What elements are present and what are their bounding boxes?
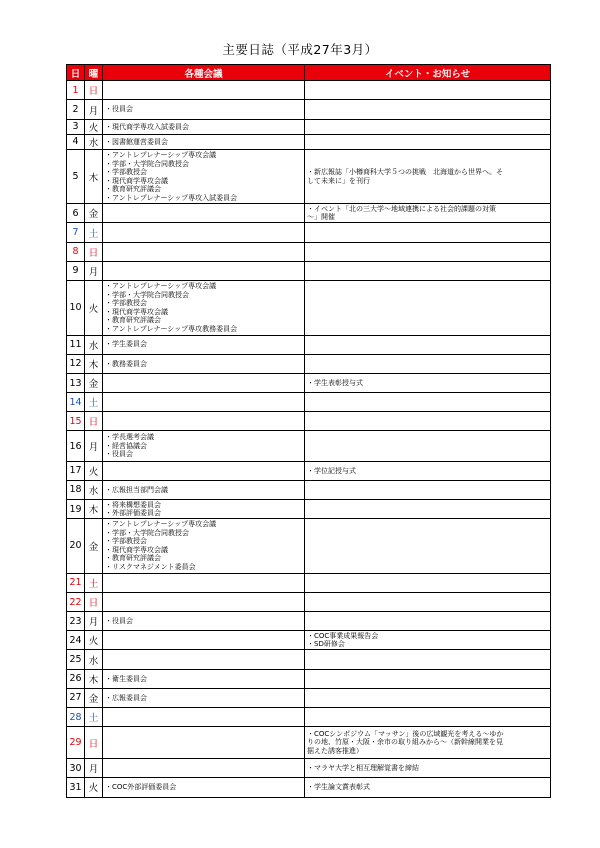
weekday-cell: 金 xyxy=(85,204,103,223)
meetings-cell xyxy=(103,261,305,280)
weekday-cell: 水 xyxy=(85,480,103,499)
meetings-cell xyxy=(103,461,305,480)
day-cell: 29 xyxy=(67,727,85,759)
meeting-item: ・教育研究評議会 xyxy=(105,185,161,194)
day-cell: 2 xyxy=(67,100,85,119)
meetings-cell xyxy=(103,134,305,149)
meeting-item: ・役員会 xyxy=(105,616,133,625)
meeting-item: ・アントレプレナーシップ専攻入試委員会 xyxy=(105,193,238,202)
table-row xyxy=(67,335,551,354)
meetings-cell xyxy=(103,573,305,592)
table-row xyxy=(67,393,551,412)
table-row xyxy=(67,81,551,100)
events-cell xyxy=(305,354,551,373)
events-cell xyxy=(305,573,551,592)
meeting-item: ・アントレプレナーシップ専攻教務委員会 xyxy=(105,324,238,333)
meetings-cell xyxy=(103,688,305,707)
table-row xyxy=(67,778,551,797)
events-cell xyxy=(305,431,551,461)
table-row xyxy=(67,519,551,574)
weekday-cell: 金 xyxy=(85,519,103,574)
weekday-cell: 土 xyxy=(85,393,103,412)
day-cell: 5 xyxy=(67,149,85,204)
day-cell: 13 xyxy=(67,373,85,392)
table-row xyxy=(67,631,551,650)
table-row xyxy=(67,100,551,119)
day-cell: 14 xyxy=(67,393,85,412)
meeting-item: ・役員会 xyxy=(105,450,133,459)
day-cell: 6 xyxy=(67,204,85,223)
event-item: ・学生表彰授与式 xyxy=(307,378,363,387)
event-item: して未来に」を刊行 xyxy=(307,176,370,185)
day-cell: 3 xyxy=(67,119,85,134)
weekday-cell: 月 xyxy=(85,758,103,777)
table-row xyxy=(67,281,551,336)
table-row xyxy=(67,119,551,134)
events-cell xyxy=(305,149,551,204)
day-cell: 19 xyxy=(67,500,85,519)
day-cell: 16 xyxy=(67,431,85,461)
table-row xyxy=(67,412,551,431)
events-cell xyxy=(305,412,551,431)
meeting-item: ・教務委員会 xyxy=(105,359,147,368)
day-cell: 15 xyxy=(67,412,85,431)
header-day: 日 xyxy=(67,65,85,81)
weekday-cell: 日 xyxy=(85,412,103,431)
meetings-cell xyxy=(103,335,305,354)
event-item: ・COCシンポジウム「マッサン」後の広域観光を考える～ゆか xyxy=(307,729,504,738)
meeting-item: ・現代商学専攻会議 xyxy=(105,545,168,554)
meetings-cell xyxy=(103,669,305,688)
meetings-cell xyxy=(103,119,305,134)
events-cell xyxy=(305,669,551,688)
meeting-item: ・学生委員会 xyxy=(105,340,147,349)
meeting-item: ・学部教授会 xyxy=(105,168,147,177)
table-row xyxy=(67,669,551,688)
event-item: ・学位記授与式 xyxy=(307,466,356,475)
day-cell: 1 xyxy=(67,81,85,100)
weekday-cell: 木 xyxy=(85,149,103,204)
events-cell xyxy=(305,631,551,650)
meetings-cell xyxy=(103,223,305,242)
day-cell: 24 xyxy=(67,631,85,650)
day-cell: 21 xyxy=(67,573,85,592)
meeting-item: ・リスクマネジメント委員会 xyxy=(105,562,196,571)
meetings-cell xyxy=(103,519,305,574)
meeting-item: ・教育研究評議会 xyxy=(105,554,161,563)
meetings-cell xyxy=(103,758,305,777)
event-item: ・新広報誌「小樽商科大学５つの挑戦 北海道から世界へ。そ xyxy=(307,168,503,177)
meeting-item: ・学長選考会議 xyxy=(105,433,154,442)
table-row xyxy=(67,261,551,280)
meeting-item: ・学部・大学院合同教授会 xyxy=(105,528,189,537)
weekday-cell: 水 xyxy=(85,335,103,354)
table-row xyxy=(67,727,551,759)
meeting-item: ・学部教授会 xyxy=(105,537,147,546)
weekday-cell: 月 xyxy=(85,431,103,461)
day-cell: 31 xyxy=(67,778,85,797)
meetings-cell xyxy=(103,412,305,431)
day-cell: 20 xyxy=(67,519,85,574)
meetings-cell xyxy=(103,612,305,631)
page-title: 主要日誌（平成27年3月） xyxy=(222,42,378,57)
day-cell: 22 xyxy=(67,592,85,611)
events-cell xyxy=(305,480,551,499)
weekday-cell: 日 xyxy=(85,81,103,100)
day-cell: 18 xyxy=(67,480,85,499)
weekday-cell: 木 xyxy=(85,669,103,688)
meetings-cell xyxy=(103,204,305,223)
weekday-cell: 日 xyxy=(85,592,103,611)
table-row xyxy=(67,223,551,242)
weekday-cell: 土 xyxy=(85,223,103,242)
events-cell xyxy=(305,727,551,759)
weekday-cell: 水 xyxy=(85,650,103,669)
weekday-cell: 火 xyxy=(85,631,103,650)
events-cell xyxy=(305,261,551,280)
day-cell: 27 xyxy=(67,688,85,707)
weekday-cell: 日 xyxy=(85,242,103,261)
weekday-cell: 水 xyxy=(85,134,103,149)
day-cell: 17 xyxy=(67,461,85,480)
meeting-item: ・役員会 xyxy=(105,105,133,114)
meeting-item: ・経営協議会 xyxy=(105,441,147,450)
event-item: ～」開催 xyxy=(307,213,335,222)
day-cell: 8 xyxy=(67,242,85,261)
events-cell xyxy=(305,223,551,242)
meeting-item: ・図書館運営委員会 xyxy=(105,137,168,146)
table-body xyxy=(67,81,551,798)
table-row xyxy=(67,612,551,631)
meeting-item: ・COC外部評価委員会 xyxy=(105,783,177,792)
meeting-item: ・アントレプレナーシップ専攻会議 xyxy=(105,282,217,291)
table-row xyxy=(67,354,551,373)
weekday-cell: 金 xyxy=(85,373,103,392)
events-cell xyxy=(305,778,551,797)
weekday-cell: 木 xyxy=(85,354,103,373)
diary-table xyxy=(66,64,551,798)
events-cell xyxy=(305,758,551,777)
meeting-item: ・将来構想委員会 xyxy=(105,500,161,509)
day-cell: 7 xyxy=(67,223,85,242)
table-row xyxy=(67,758,551,777)
table-row xyxy=(67,573,551,592)
event-item: ・学生論文賞表彰式 xyxy=(307,783,370,792)
table-row xyxy=(67,134,551,149)
weekday-cell: 日 xyxy=(85,727,103,759)
events-cell xyxy=(305,281,551,336)
meeting-item: ・学部・大学院合同教授会 xyxy=(105,290,189,299)
day-cell: 10 xyxy=(67,281,85,336)
meeting-item: ・衛生委員会 xyxy=(105,674,147,683)
event-item: ・マラヤ大学と相互理解覚書を締結 xyxy=(307,763,419,772)
event-item: ・COC事業成果報告会 xyxy=(307,631,379,640)
meetings-cell xyxy=(103,631,305,650)
weekday-cell: 火 xyxy=(85,281,103,336)
table-header-row xyxy=(67,65,551,81)
events-cell xyxy=(305,335,551,354)
meeting-item: ・広報担当部門会議 xyxy=(105,485,168,494)
events-cell xyxy=(305,519,551,574)
meetings-cell xyxy=(103,592,305,611)
meetings-cell xyxy=(103,727,305,759)
weekday-cell: 土 xyxy=(85,573,103,592)
meetings-cell xyxy=(103,708,305,727)
meeting-item: ・外部評価委員会 xyxy=(105,509,161,518)
weekday-cell: 火 xyxy=(85,461,103,480)
table-row xyxy=(67,204,551,223)
table-row xyxy=(67,461,551,480)
events-cell xyxy=(305,242,551,261)
meeting-item: ・アントレプレナーシップ専攻会議 xyxy=(105,151,217,160)
meetings-cell xyxy=(103,480,305,499)
meetings-cell xyxy=(103,100,305,119)
weekday-cell: 月 xyxy=(85,261,103,280)
meeting-item: ・広報委員会 xyxy=(105,693,147,702)
events-cell xyxy=(305,204,551,223)
table-row xyxy=(67,592,551,611)
events-cell xyxy=(305,708,551,727)
event-item: ・SD研修会 xyxy=(307,640,345,649)
meeting-item: ・学部教授会 xyxy=(105,299,147,308)
events-cell xyxy=(305,650,551,669)
table-row xyxy=(67,431,551,461)
meeting-item: ・現代商学専攻会議 xyxy=(105,176,168,185)
day-cell: 11 xyxy=(67,335,85,354)
meeting-item: ・現代商学専攻入試委員会 xyxy=(105,122,189,131)
meetings-cell xyxy=(103,500,305,519)
weekday-cell: 火 xyxy=(85,119,103,134)
table-row xyxy=(67,149,551,204)
event-item: 据えた誘客推進） xyxy=(307,746,363,755)
meeting-item: ・教育研究評議会 xyxy=(105,316,161,325)
meetings-cell xyxy=(103,650,305,669)
events-cell xyxy=(305,612,551,631)
table-row xyxy=(67,688,551,707)
day-cell: 26 xyxy=(67,669,85,688)
events-cell xyxy=(305,500,551,519)
weekday-cell: 月 xyxy=(85,612,103,631)
meetings-cell xyxy=(103,393,305,412)
events-cell xyxy=(305,688,551,707)
table-row xyxy=(67,242,551,261)
meeting-item: ・アントレプレナーシップ専攻会議 xyxy=(105,520,217,529)
events-cell xyxy=(305,373,551,392)
events-cell xyxy=(305,81,551,100)
events-cell xyxy=(305,393,551,412)
day-cell: 23 xyxy=(67,612,85,631)
table-row xyxy=(67,708,551,727)
events-cell xyxy=(305,119,551,134)
day-cell: 12 xyxy=(67,354,85,373)
table-row xyxy=(67,650,551,669)
meetings-cell xyxy=(103,354,305,373)
table-row xyxy=(67,373,551,392)
meetings-cell xyxy=(103,778,305,797)
table-row xyxy=(67,500,551,519)
meetings-cell xyxy=(103,81,305,100)
event-item: ・イベント「北の三大学～地域連携による社会的課題の対策 xyxy=(307,204,496,213)
header-meetings: 各種会議 xyxy=(103,65,305,81)
weekday-cell: 土 xyxy=(85,708,103,727)
weekday-cell: 月 xyxy=(85,100,103,119)
day-cell: 28 xyxy=(67,708,85,727)
meeting-item: ・現代商学専攻会議 xyxy=(105,307,168,316)
meetings-cell xyxy=(103,242,305,261)
meetings-cell xyxy=(103,431,305,461)
day-cell: 30 xyxy=(67,758,85,777)
meetings-cell xyxy=(103,149,305,204)
weekday-cell: 火 xyxy=(85,778,103,797)
meetings-cell xyxy=(103,373,305,392)
day-cell: 25 xyxy=(67,650,85,669)
events-cell xyxy=(305,134,551,149)
header-events: イベント・お知らせ xyxy=(305,65,551,81)
weekday-cell: 木 xyxy=(85,500,103,519)
day-cell: 4 xyxy=(67,134,85,149)
events-cell xyxy=(305,100,551,119)
table-row xyxy=(67,480,551,499)
header-weekday: 曜 xyxy=(85,65,103,81)
meeting-item: ・学部・大学院合同教授会 xyxy=(105,159,189,168)
day-cell: 9 xyxy=(67,261,85,280)
meetings-cell xyxy=(103,281,305,336)
event-item: りの地、竹原・大阪・余市の取り組みから～（新幹線開業を見 xyxy=(307,738,503,747)
events-cell xyxy=(305,592,551,611)
weekday-cell: 金 xyxy=(85,688,103,707)
events-cell xyxy=(305,461,551,480)
